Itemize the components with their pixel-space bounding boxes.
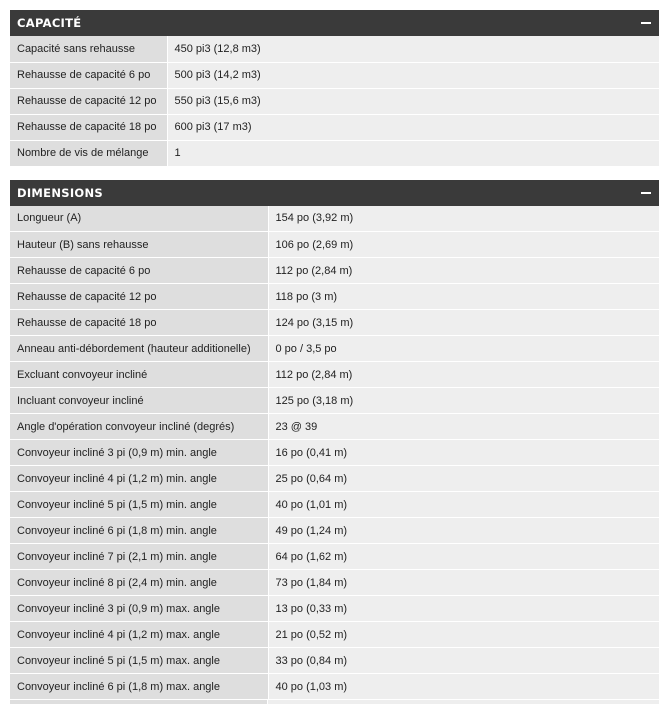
table-row [10,336,659,362]
table-row [10,362,659,388]
row-label: Excluant convoyeur incliné [10,362,268,388]
row-label: Rehausse de capacité 12 po [10,284,268,310]
row-label: Capacité sans rehausse [10,36,167,62]
row-label: Convoyeur incliné 8 pi (2,4 m) min. angle [10,570,268,596]
table-row [10,206,659,232]
table-row-partial [10,700,659,704]
row-value: 16 po (0,41 m) [268,440,659,466]
row-value: 40 po (1,03 m) [268,674,659,700]
row-label: Rehausse de capacité 12 po [10,88,167,114]
row-label: Convoyeur incliné 5 pi (1,5 m) min. angle [10,492,268,518]
table-row [10,62,659,88]
table-row [10,492,659,518]
row-value: 33 po (0,84 m) [268,648,659,674]
table-row [10,674,659,700]
row-label: Convoyeur incliné 3 pi (0,9 m) min. angle [10,440,268,466]
table-row [10,88,659,114]
table-row [10,284,659,310]
row-label: Angle d'opération convoyeur incliné (degrés) [10,414,268,440]
collapse-minus-icon[interactable] [641,22,651,24]
table-row [10,440,659,466]
row-value: 550 pi3 (15,6 m3) [167,88,659,114]
row-value-cell [268,700,659,704]
row-value: 125 po (3,18 m) [268,388,659,414]
table-row [10,570,659,596]
row-label: Longueur (A) [10,206,268,232]
row-label: Nombre de vis de mélange [10,140,167,166]
row-value: 600 pi3 (17 m3) [167,114,659,140]
row-value: 450 pi3 (12,8 m3) [167,36,659,62]
row-value: 118 po (3 m) [268,284,659,310]
row-label: Convoyeur incliné 5 pi (1,5 m) max. angle [10,648,268,674]
row-value: 21 po (0,52 m) [268,622,659,648]
row-label: Convoyeur incliné 6 pi (1,8 m) max. angle [10,674,268,700]
row-value: 40 po (1,01 m) [268,492,659,518]
row-label-cell [10,700,268,704]
section-gap [10,167,659,180]
table-row [10,310,659,336]
table-row [10,232,659,258]
row-label: Convoyeur incliné 3 pi (0,9 m) max. angle [10,596,268,622]
row-value: 0 po / 3,5 po [268,336,659,362]
table-row [10,466,659,492]
table-row [10,140,659,166]
dimensions-section-title: DIMENSIONS [17,185,103,200]
row-value: 500 pi3 (14,2 m3) [167,62,659,88]
row-value: 73 po (1,84 m) [268,570,659,596]
table-row [10,518,659,544]
row-label: Incluant convoyeur incliné [10,388,268,414]
table-row [10,388,659,414]
table-row [10,648,659,674]
collapse-minus-icon[interactable] [641,192,651,194]
row-label: Rehausse de capacité 18 po [10,310,268,336]
row-value: 25 po (0,64 m) [268,466,659,492]
capacite-table [10,36,659,167]
row-value: 23 @ 39 [268,414,659,440]
row-value: 64 po (1,62 m) [268,544,659,570]
table-row [10,414,659,440]
row-value: 112 po (2,84 m) [268,258,659,284]
row-label: Rehausse de capacité 18 po [10,114,167,140]
table-row [10,622,659,648]
capacite-section-header[interactable] [10,10,659,36]
row-label: Rehausse de capacité 6 po [10,62,167,88]
dimensions-section-header[interactable] [10,180,659,206]
row-value: 124 po (3,15 m) [268,310,659,336]
row-label: Anneau anti-débordement (hauteur additionelle) [10,336,268,362]
row-label: Hauteur (B) sans rehausse [10,232,268,258]
table-row [10,544,659,570]
spec-sheet [10,10,659,704]
table-row [10,258,659,284]
row-value: 1 [167,140,659,166]
row-value: 106 po (2,69 m) [268,232,659,258]
capacite-section-title: CAPACITÉ [17,16,82,30]
row-value: 154 po (3,92 m) [268,206,659,232]
row-label: Convoyeur incliné 4 pi (1,2 m) max. angle [10,622,268,648]
dimensions-table [10,206,659,701]
table-row [10,114,659,140]
row-label: Convoyeur incliné 6 pi (1,8 m) min. angle [10,518,268,544]
row-label: Convoyeur incliné 4 pi (1,2 m) min. angle [10,466,268,492]
row-value: 49 po (1,24 m) [268,518,659,544]
table-row [10,596,659,622]
row-label: Convoyeur incliné 7 pi (2,1 m) min. angle [10,544,268,570]
row-value: 112 po (2,84 m) [268,362,659,388]
table-row [10,36,659,62]
row-label: Rehausse de capacité 6 po [10,258,268,284]
row-value: 13 po (0,33 m) [268,596,659,622]
